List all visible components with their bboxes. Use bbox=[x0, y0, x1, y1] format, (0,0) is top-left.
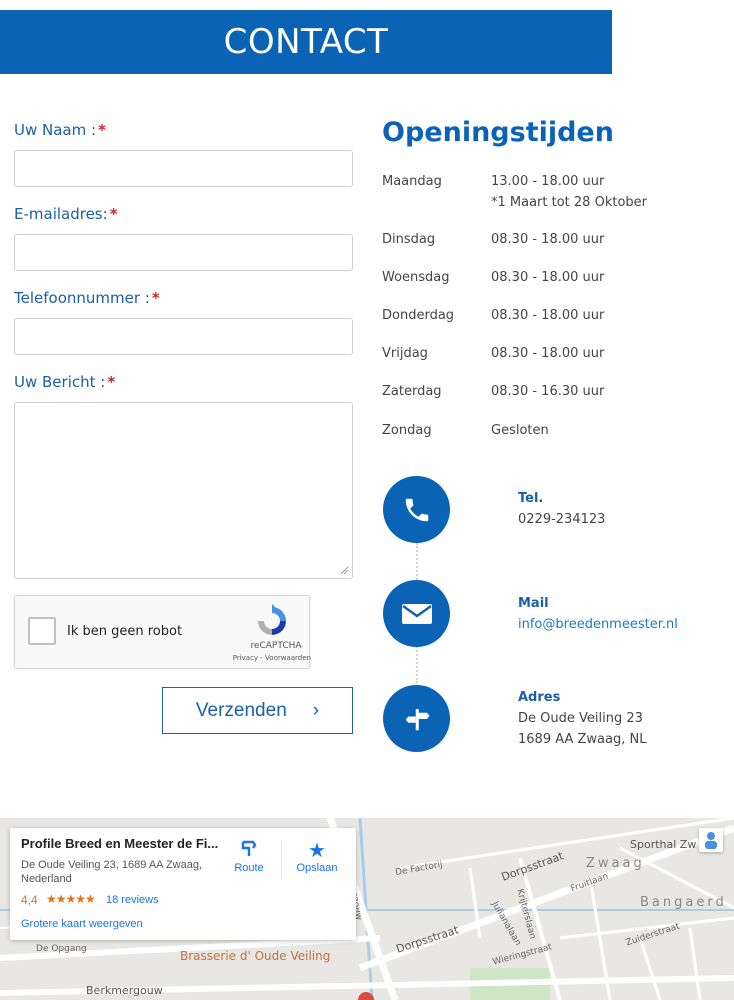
hours-title: Openingstijden bbox=[382, 117, 614, 148]
signpost-icon bbox=[402, 704, 432, 734]
map-label: Julianalaan bbox=[489, 900, 523, 948]
map-label: Zuiderstraat bbox=[624, 921, 681, 949]
map-label: Sporthal Zw bbox=[630, 838, 697, 851]
chevron-right-icon: › bbox=[312, 699, 320, 721]
hours-time: 13.00 - 18.00 uur bbox=[491, 174, 605, 189]
card-divider bbox=[281, 840, 282, 880]
hours-time: 08.30 - 18.00 uur bbox=[491, 270, 605, 285]
recaptcha-logo-icon bbox=[255, 604, 289, 638]
map-poi-label[interactable]: Brasserie d' Oude Veiling bbox=[180, 949, 331, 963]
hours-time: 08.30 - 18.00 uur bbox=[491, 308, 605, 323]
phone-value[interactable]: 0229-234123 bbox=[518, 512, 606, 527]
map-label: Fruitlaan bbox=[569, 871, 610, 895]
name-field-wrapper bbox=[14, 150, 353, 187]
route-button[interactable] bbox=[219, 838, 279, 874]
map-label: Dorpsstraat bbox=[499, 849, 566, 884]
map-place-card bbox=[10, 828, 356, 940]
hours-time: 08.30 - 16.30 uur bbox=[491, 384, 605, 399]
address-line1: De Oude Veiling 23 bbox=[518, 711, 643, 726]
name-field[interactable] bbox=[15, 151, 352, 186]
email-field[interactable] bbox=[15, 235, 352, 270]
hours-time: 08.30 - 18.00 uur bbox=[491, 232, 605, 247]
place-address: De Oude Veiling 23, 1689 AA Zwaag, Nederland bbox=[21, 859, 203, 885]
required-mark: * bbox=[109, 205, 118, 223]
hours-day: Vrijdag bbox=[382, 346, 428, 361]
phone-label: Tel. bbox=[518, 491, 544, 506]
address-line2: 1689 AA Zwaag, NL bbox=[518, 732, 647, 747]
recaptcha-label: Ik ben geen robot bbox=[67, 624, 183, 639]
map-label: Zwaag bbox=[586, 856, 645, 871]
star-rating-icon: ★★★★★ bbox=[46, 892, 95, 906]
name-label: Uw Naam : * bbox=[14, 121, 106, 139]
map-label: Bangaerd bbox=[640, 895, 727, 910]
map-label: De Factorij bbox=[394, 859, 444, 879]
bigger-map-link[interactable]: Grotere kaart weergeven bbox=[21, 918, 143, 930]
message-field[interactable] bbox=[15, 403, 352, 578]
hours-time: Gesloten bbox=[491, 423, 549, 438]
map-label: Wieringstraat bbox=[491, 942, 554, 968]
recaptcha-brand: reCAPTCHA bbox=[250, 641, 302, 651]
mail-link[interactable]: info@breedenmeester.nl bbox=[518, 617, 678, 632]
mail-label: Mail bbox=[518, 596, 549, 611]
required-mark: * bbox=[107, 373, 116, 391]
reviews-link[interactable]: 18 reviews bbox=[106, 894, 159, 906]
hours-day: Zondag bbox=[382, 423, 432, 438]
place-rating: 4,4 bbox=[21, 893, 38, 907]
message-field-wrapper bbox=[14, 402, 353, 579]
mail-badge bbox=[383, 580, 450, 647]
phone-badge bbox=[383, 476, 450, 543]
hours-note: *1 Maart tot 28 Oktober bbox=[491, 195, 647, 210]
map-label: Dorpsstraat bbox=[394, 923, 461, 956]
email-label: E-mailadres: * bbox=[14, 205, 118, 223]
directions-icon bbox=[219, 838, 279, 862]
street-view-button[interactable] bbox=[699, 828, 723, 852]
phone-icon bbox=[402, 495, 432, 525]
required-mark: * bbox=[151, 289, 160, 307]
map-label: De Opgang bbox=[36, 944, 87, 954]
email-field-wrapper bbox=[14, 234, 353, 271]
hours-day: Zaterdag bbox=[382, 384, 442, 399]
recaptcha-checkbox[interactable] bbox=[28, 617, 56, 645]
recaptcha-links[interactable]: Privacy - Voorwaarden bbox=[232, 654, 311, 662]
required-mark: * bbox=[98, 121, 106, 139]
hours-time: 08.30 - 18.00 uur bbox=[491, 346, 605, 361]
hours-day: Dinsdag bbox=[382, 232, 436, 247]
submit-label: Verzenden bbox=[195, 699, 287, 721]
envelope-icon bbox=[401, 601, 433, 627]
phone-label: Telefoonnummer : * bbox=[14, 289, 160, 307]
address-badge bbox=[383, 685, 450, 752]
hours-day: Woensdag bbox=[382, 270, 450, 285]
place-name: Profile Breed en Meester de Fi... bbox=[21, 836, 219, 851]
star-icon: ★ bbox=[308, 840, 326, 862]
phone-field[interactable] bbox=[15, 319, 352, 354]
message-label: Uw Bericht : * bbox=[14, 373, 116, 391]
resize-handle-icon[interactable] bbox=[339, 565, 349, 575]
map-label: Krijterslaan bbox=[514, 888, 538, 941]
save-label: Opslaan bbox=[296, 862, 338, 874]
address-label: Adres bbox=[518, 690, 561, 705]
hours-day: Donderdag bbox=[382, 308, 455, 323]
recaptcha-widget bbox=[14, 595, 310, 669]
save-button[interactable] bbox=[287, 838, 347, 874]
pegman-icon bbox=[703, 831, 719, 849]
route-label: Route bbox=[234, 862, 264, 874]
phone-field-wrapper bbox=[14, 318, 353, 355]
submit-button[interactable] bbox=[162, 687, 353, 734]
contact-banner bbox=[0, 10, 612, 74]
hours-day: Maandag bbox=[382, 174, 442, 189]
page-title: CONTACT bbox=[223, 22, 389, 62]
map-label: Berkmergouw bbox=[86, 984, 163, 997]
